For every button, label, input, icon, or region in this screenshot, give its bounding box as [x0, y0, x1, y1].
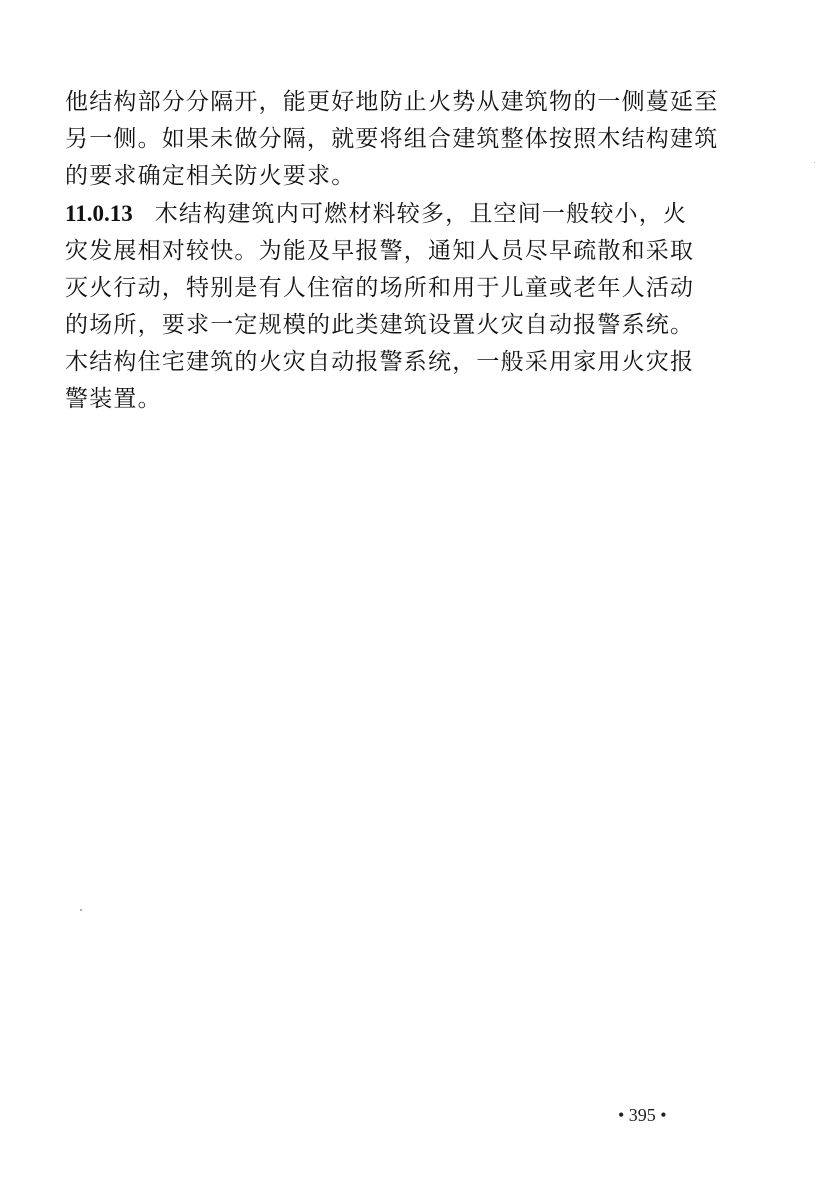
body-text-line: 木结构住宅建筑的火灾自动报警系统，一般采用家用火灾报	[65, 349, 695, 375]
body-text-line: 他结构部分分隔开，能更好地防止火势从建筑物的一侧蔓延至	[65, 89, 719, 115]
clause-paragraph-first-line	[65, 198, 720, 230]
body-text-line: 的要求确定相关防火要求。	[65, 163, 356, 189]
scan-speck	[814, 162, 815, 163]
body-text-line: 另一侧。如果未做分隔，就要将组合建筑整体按照木结构建筑	[65, 126, 719, 152]
body-text-line: 灭火行动，特别是有人住宿的场所和用于儿童或老年人活动	[65, 275, 695, 301]
body-text-line: 的场所，要求一定规模的此类建筑设置火灾自动报警系统。	[65, 312, 695, 338]
body-text-line: 灾发展相对较快。为能及早报警，通知人员尽早疏散和采取	[65, 238, 695, 264]
clause-first-line-text: 木结构建筑内可燃材料较多，且空间一般较小，火	[154, 201, 688, 227]
page-number: • 395 •	[618, 1105, 667, 1125]
scan-speck	[80, 909, 82, 911]
clause-number: 11.0.13	[65, 201, 133, 226]
body-text-line: 警装置。	[65, 386, 162, 412]
